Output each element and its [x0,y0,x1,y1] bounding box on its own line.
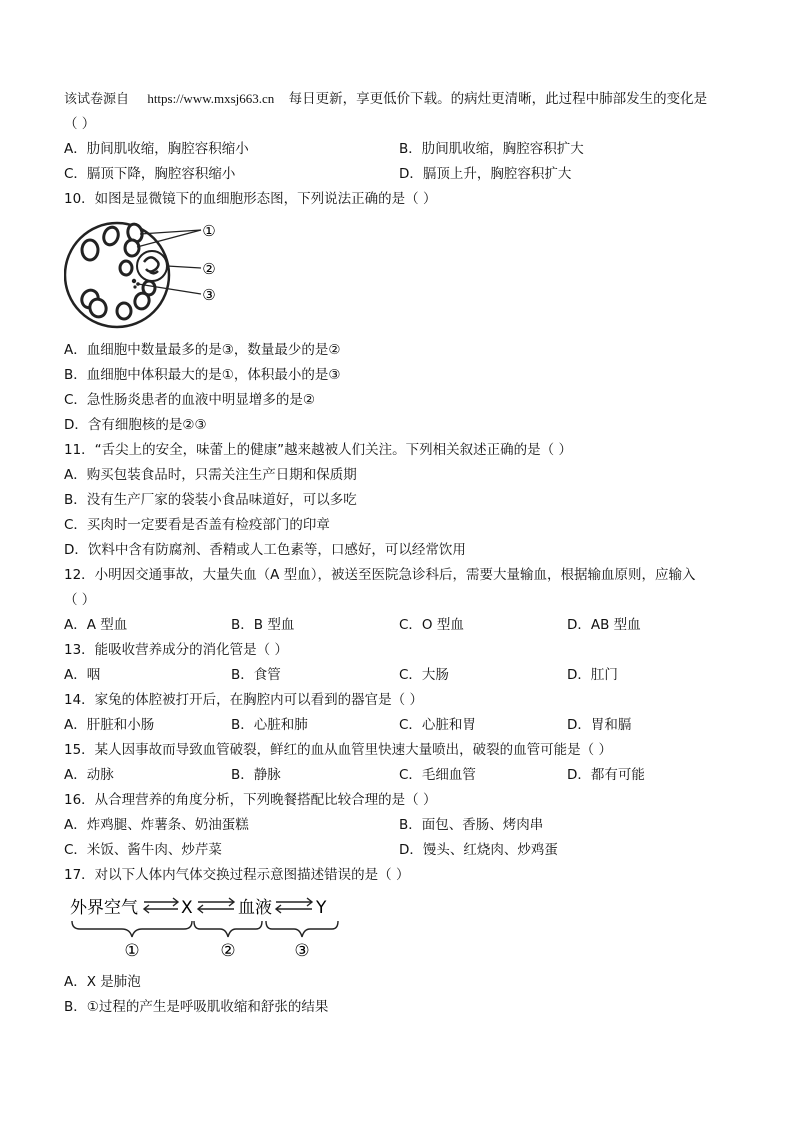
red-blood-cell [120,261,132,275]
q12-option-c: C．O 型血 [399,617,464,633]
platelet [133,285,136,288]
q13-option-a: A．咽 [64,667,101,683]
q16-stem: 16．从合理营养的角度分析，下列晚餐搭配比较合理的是（ ） [64,792,437,808]
q17-option-a: A．X 是肺泡 [64,974,141,990]
red-blood-cell [101,225,120,247]
q16-option-a: A．炸鸡腿、炸薯条、奶油蛋糕 [64,817,249,833]
q11-option-a: A．购买包装食品时，只需关注生产日期和保质期 [64,467,357,483]
q11-option-c: C．买肉时一定要看是否盖有检疫部门的印章 [64,517,330,533]
red-blood-cell [117,303,131,319]
platelet [132,279,136,283]
outside-air-label: 外界空气 [70,898,138,918]
red-blood-cell [82,240,98,260]
q10-option-c: C．急性肠炎患者的血液中明显增多的是② [64,392,316,408]
brace-2 [194,921,262,937]
q15-option-d: D．都有可能 [567,767,645,783]
source-url[interactable]: https://www.mxsj663.cn [147,91,275,106]
q16-option-c: C．米饭、酱牛肉、炒芹菜 [64,842,222,858]
q14-stem: 14．家兔的体腔被打开后，在胸腔内可以看到的器官是（ ） [64,692,423,708]
q16-option-d: D．馒头、红烧肉、炒鸡蛋 [399,842,558,858]
q9-option-b: B．肋间肌收缩，胸腔容积扩大 [399,141,584,157]
q16-option-b: B．面包、香肠、烤肉串 [399,817,544,833]
y-label: Y [316,898,327,918]
red-blood-cell [143,281,155,295]
q10-stem: 10．如图是显微镜下的血细胞形态图，下列说法正确的是（ ） [64,191,437,207]
brace-3 [266,921,338,937]
q13-option-d: D．肛门 [567,667,618,683]
q12-option-b: B．B 型血 [231,617,295,633]
process-2-label: ② [220,941,236,961]
gas-exchange-diagram [70,893,350,963]
q9-option-d: D．膈顶上升，胸腔容积扩大 [399,166,572,182]
q11-option-b: B．没有生产厂家的袋装小食品味道好，可以多吃 [64,492,357,508]
q9-stem-tail: 的病灶更清晰，此过程中肺部发生的变化是 [450,91,708,107]
process-1-label: ① [124,941,140,961]
q17-stem: 17．对以下人体内气体交换过程示意图描述错误的是（ ） [64,867,410,883]
x-label: X [181,898,193,918]
q15-stem: 15．某人因事故而导致血管破裂，鲜红的血从血管里快速大量喷出，破裂的血管可能是（ ） [64,742,612,758]
q12-paren: （ ） [64,592,96,608]
q15-option-a: A．动脉 [64,767,114,783]
source-text: 该试卷源自 [64,91,130,106]
label-1: ① [202,222,216,240]
q14-option-c: C．心脏和胃 [399,717,476,733]
source-tagline: 每日更新，享更低价下载。 [288,91,451,107]
q12-option-d: D．AB 型血 [567,617,641,633]
label-3: ③ [202,286,216,304]
q13-stem: 13．能吸收营养成分的消化管是（ ） [64,642,288,658]
q9-option-a: A．肋间肌收缩，胸腔容积缩小 [64,141,249,157]
q17-option-b: B．①过程的产生是呼吸肌收缩和舒张的结果 [64,999,329,1015]
q9-paren: （ ） [64,116,96,132]
pointer-line-2 [167,266,201,268]
q14-option-a: A．肝脏和小肠 [64,717,155,733]
process-3-label: ③ [294,941,310,961]
q15-option-c: C．毛细血管 [399,767,476,783]
q11-stem: 11．“舌尖上的安全，味蕾上的健康”越来越被人们关注。下列相关叙述正确的是（ ） [64,442,572,458]
q11-option-d: D．饮料中含有防腐剂、香精或人工色素等，口感好，可以经常饮用 [64,542,466,558]
q14-option-d: D．胃和膈 [567,717,632,733]
q10-option-b: B．血细胞中体积最大的是①，体积最小的是③ [64,367,341,383]
q9-option-c: C．膈顶下降，胸腔容积缩小 [64,166,236,182]
q15-option-b: B．静脉 [231,767,281,783]
q12-option-a: A．A 型血 [64,617,128,633]
q14-option-b: B．心脏和肺 [231,717,308,733]
q10-option-a: A．血细胞中数量最多的是③，数量最少的是② [64,342,341,358]
header-line [64,89,707,109]
q13-option-c: C．大肠 [399,667,449,683]
red-blood-cell [125,240,139,256]
brace-1 [72,921,192,937]
q12-stem: 12．小明因交通事故，大量失血（A 型血），被送至医院急诊科后，需要大量输血，根据输血原则，应输入 [64,567,696,583]
blood-cell-micrograph [64,212,224,337]
q13-option-b: B．食管 [231,667,281,683]
label-2: ② [202,260,216,278]
blood-label: 血液 [238,898,272,918]
white-blood-cell [137,251,167,281]
q10-option-d: D．含有细胞核的是②③ [64,417,207,433]
